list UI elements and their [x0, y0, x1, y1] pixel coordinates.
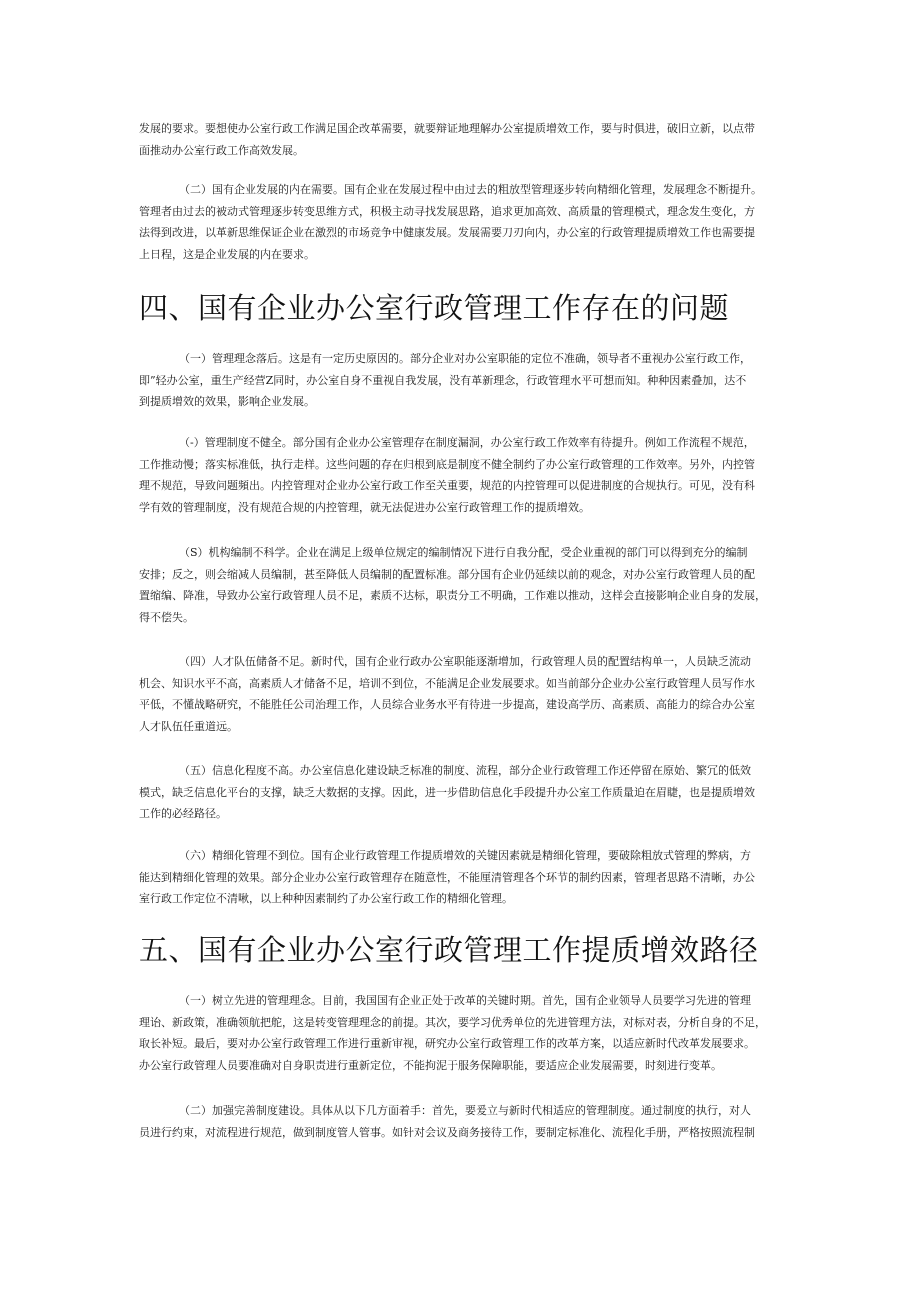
- text-line: 工作的必经路径。: [139, 807, 227, 821]
- text-line: 得不偿失。: [139, 610, 194, 624]
- text-line: 室行政工作定位不清啾，以上种种因素制约了办公室行政工作的精细化管理。: [139, 892, 513, 906]
- paragraph-system-building: [139, 1100, 787, 1143]
- text-line: 面推动办公室行政工作高效发展。: [139, 143, 304, 157]
- text-line: （一）树立先进的管理理念。目前，我国国有企业正处于改革的关键时期。首先，国有企业领导人员要学习先进的管理: [179, 994, 751, 1007]
- paragraph-enterprise-internal-needs: [139, 179, 787, 265]
- text-line: 平低，不懂战略研究，不能胜任公司治理工作，人员综合业务水平有待进一步提高，建设高学历、高素质、高能力的综合办公室: [139, 698, 755, 712]
- paragraph-management-system: [139, 432, 787, 518]
- text-line: 法得到改进，以革新思维保证企业在激烈的市场竞争中健康发展。发展需要刀刃向内，办公室的行政管理提质增效工作也需要提: [139, 226, 755, 240]
- text-line: 模式，缺乏信息化平台的支撑，缺乏大数据的支撑。因此，进一步借助信息化手段提升办公室工作质量迫在眉睫，也是提质增效: [139, 785, 755, 799]
- text-line: 理诒、新政策，准确领航把舵，这是转变管理理念的前提。其次，要学习优秀单位的先进管理方法，对标对表，分析自身的不足，: [139, 1015, 766, 1029]
- paragraph-intro-continuation: [139, 118, 787, 161]
- section-heading-problems: 四、国有企业办公室行政管理工作存在的问题: [139, 291, 730, 325]
- text-line: （-）管理制度不健全。部分国有企业办公室管理存在制度漏洞，办公室行政工作效率有待提升。例如工作流程不规范，: [179, 436, 755, 449]
- text-line: 管理者由过去的被动式管理逐步转变思维方式，积极主动寻找发展思路，追求更加高效、高质量的管理模式，理念发生变化，方: [139, 204, 755, 218]
- text-line: 上日程，这是企业发展的内在要求。: [139, 247, 315, 261]
- text-line: 即”轻办公室，重生产经营Z同时，办公室自身不重视自我发展，没有革新理念，行政管理水平可想而知。种种因素叠加，达不: [139, 373, 747, 387]
- text-line: 办公室行政管理人员要准确对自身职责进行重新定位，不能拘泥于服务保障职能，要适应企业发展需要，时刻进行变革。: [139, 1058, 722, 1072]
- text-line: 发展的要求。要想使办公室行政工作满足国企改革需要，就要辩证地理解办公室提质增效工作，要与时俱进，破旧立新，以点带: [139, 122, 755, 135]
- paragraph-informatization: [139, 760, 787, 825]
- text-line: 到提质增效的效果，影响企业发展。: [139, 395, 315, 409]
- text-line: 学有效的管理制度，没有规范合规的内控管理，就无法促进办公室行政管理工作的提质增效。: [139, 500, 590, 514]
- text-line: 取长补短。最后，要对办公室行政管理工作进行重新审视，研究办公室行政管理工作的改革方案，以适应新时代改革发展要求。: [139, 1037, 755, 1051]
- paragraph-organization-staffing: [139, 542, 787, 628]
- text-line: 员进行约束，对流程进行规范，做到制度管人管事。如针对会议及商务接待工作，要制定标准化、流程化手册，严格按照流程制: [139, 1125, 755, 1139]
- text-line: 机会、知识水平不高，高素质人才储备不足，培训不到位，不能满足企业发展要求。如当前部分企业办公室行政管理人员写作水: [139, 676, 755, 690]
- paragraph-advanced-concept: [139, 990, 787, 1076]
- paragraph-management-concept: [139, 348, 787, 413]
- text-line: （二）国有企业发展的内在需要。国有企业在发展过程中由过去的粗放型管理逐步转向精细化管理，发展理念不断提升。: [179, 183, 762, 196]
- text-line: （二）加强完善制度建设。具体从以下几方面着手：首先，要爰立与新时代相适应的管理制度。通过制度的执行，对人: [179, 1104, 751, 1117]
- text-line: 理不规范，导致问题頻出。内控管理对企业办公室行政工作至关重要，规范的内控管理可以促进制度的合规执行。可见，没有科: [139, 479, 755, 493]
- text-line: （四）人才队伍储备不足。新时代，国有企业行政办公室职能逐渐增加，行政管理人员的配置结构单一，人员缺乏流动: [179, 655, 751, 668]
- section-heading-paths: 五、国有企业办公室行政管理工作提质增效路径: [139, 933, 759, 967]
- text-line: （一）管理理念落后。这是有一定历史原因的。部分企业对办公室职能的定位不准确，领导者不重视办公室行政工作，: [179, 352, 751, 365]
- text-line: 置缩编、降准，导致办公室行政管理人员不足，素质不达标，职责分工不明确，工作难以推动，这样会直接影响企业自身的发展，: [139, 589, 766, 603]
- paragraph-talent-reserve: [139, 651, 787, 737]
- text-line: 工作推动慢；落实标准低，执行走样。这些问题的存在归根到底是制度不健全制约了办公室行政管理的工作效率。另外，内控管: [139, 457, 755, 471]
- text-line: 人才队伍任重道远。: [139, 719, 238, 733]
- text-line: （六）精细化管理不到位。国有企业行政管理工作提质增效的关键因素就是精细化管理，要破除粗放式管理的弊病，方: [179, 849, 751, 862]
- text-line: 安排；反之，则会缩减人员编制，甚至降低人员编制的配置标准。部分国有企业仍延续以前的观念，对办公室行政管理人员的配: [139, 567, 755, 581]
- text-line: （S）机构编制不科学。企业在满足上级单位规定的编制情况下进行自我分配，受企业重视的部门可以得到充分的编制: [179, 546, 748, 559]
- paragraph-refined-management: [139, 845, 787, 910]
- text-line: （五）信息化程度不高。办公室信息化建设缺乏标准的制度、流程，部分企业行政管理工作还停留在原始、繁冗的低效: [179, 764, 751, 777]
- text-line: 能达到精细化管理的效果。部分企业办公室行政管理存在随意性，不能厘清管理各个环节的制约因素，管理者思路不清晰，办公: [139, 870, 755, 884]
